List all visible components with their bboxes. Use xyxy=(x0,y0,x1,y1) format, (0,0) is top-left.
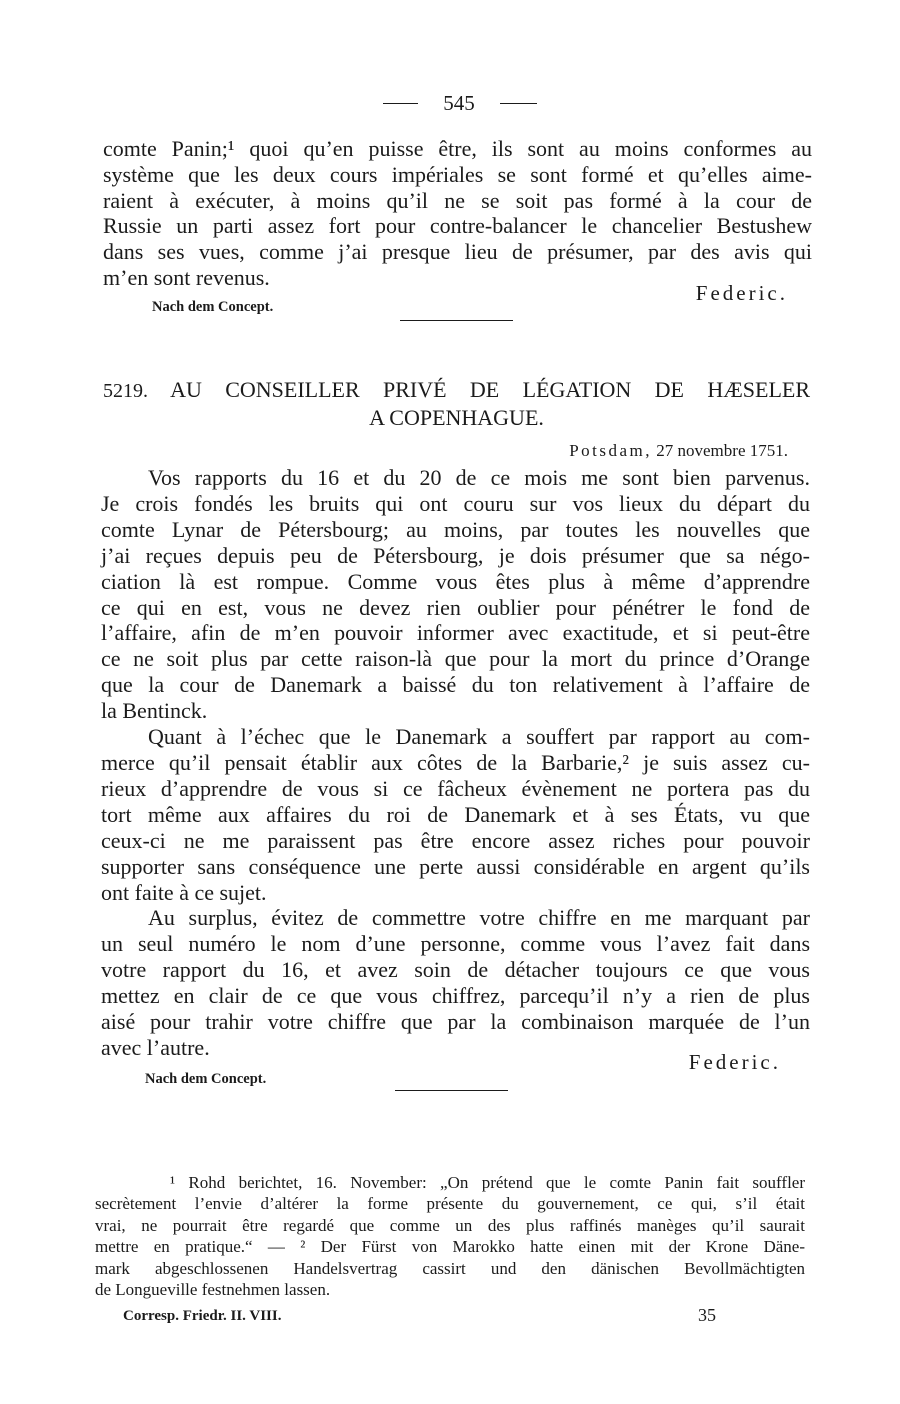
source-note: Nach dem Concept. xyxy=(152,299,274,315)
letter-number: 5219. xyxy=(103,380,148,402)
text-line: raient à exécuter, à moins qu’il ne se soit pas formé à la cour de xyxy=(103,187,812,213)
text-line: système que les deux cours impériales se sont formé et qu’elles aime- xyxy=(103,161,812,187)
text-line: Quant à l’échec que le Danemark a souffert par rapport au com- xyxy=(148,724,810,750)
text-line: Je crois fondés les bruits qui ont couru sur vos lieux du départ du xyxy=(101,490,810,516)
heading-line xyxy=(103,377,810,405)
text-line: un seul numéro le nom d’une personne, comme vous l’avez fait dans xyxy=(101,931,810,957)
letter-heading xyxy=(103,377,810,430)
text-line: merce qu’il pensait établir aux côtes de la Barbarie,² je suis assez cu- xyxy=(101,749,810,775)
text-line: comte Lynar de Pétersbourg; au moins, par toutes les nouvelles que xyxy=(101,516,810,542)
footnote-line: de Longueville festnehmen lassen. xyxy=(95,1280,331,1300)
section-divider xyxy=(395,1090,508,1091)
paragraph xyxy=(101,724,810,905)
text-line: ce ne soit plus par cette raison-là que pour la mort du prince d’Orange xyxy=(101,646,810,672)
text-line: Vos rapports du 16 et du 20 de ce mois me sont bien parvenus. xyxy=(148,465,810,490)
text-line: comte Panin;¹ quoi qu’en puisse être, ils sont au moins conformes au xyxy=(103,136,812,161)
text-line: dans ses vues, comme j’ai presque lieu de présumer, par des avis qui xyxy=(103,239,812,265)
dateline-place: Potsdam, xyxy=(569,441,653,460)
section-divider xyxy=(400,320,513,321)
text-line: ce qui en est, vous ne devez rien oublier pour pénétrer le fond de xyxy=(101,594,810,620)
continued-letter-paragraph xyxy=(103,136,812,291)
text-line: mettez en clair de ce que vous chiffrez, parcequ’il n’y a rien de plus xyxy=(101,983,810,1009)
letter-destination: A COPENHAGUE. xyxy=(369,404,544,430)
dateline xyxy=(569,440,788,462)
text-line: supporter sans conséquence une perte aussi considérable en argent qu’ils xyxy=(101,853,810,879)
dateline-date: 27 novembre 1751. xyxy=(656,441,788,460)
header-rule-right xyxy=(500,103,537,104)
signature: Federic. xyxy=(695,281,788,305)
text-line: Russie un parti assez fort pour contre-balancer le chancelier Bestushew xyxy=(103,213,812,239)
letter-body xyxy=(101,465,810,1061)
paragraph xyxy=(101,905,810,1060)
header-rule-left xyxy=(383,103,418,104)
footnote-line: ¹ Rohd berichtet, 16. November: „On prétend que le comte Panin fait souffler xyxy=(170,1173,805,1192)
footnotes xyxy=(95,1172,805,1300)
text-line: m’en sont revenus. xyxy=(103,264,270,290)
paragraph xyxy=(101,465,810,724)
volume-signature-mark: Corresp. Friedr. II. VIII. xyxy=(123,1308,282,1324)
footnote-line: mark abgeschlossenen Handelsvertrag cassirt und den dänischen Bevollmächtigten xyxy=(95,1258,805,1278)
text-line: l’affaire, afin de m’en pouvoir informer avec exactitude, et si peut-être xyxy=(101,620,810,646)
text-line: Au surplus, évitez de commettre votre chiffre en me marquant par xyxy=(148,905,810,931)
text-line: ont faite à ce sujet. xyxy=(101,879,267,905)
text-line: rieux d’apprendre de vous si ce fâcheux évènement ne portera pas du xyxy=(101,775,810,801)
text-line: aisé pour trahir votre chiffre que par la combinaison marquée de l’un xyxy=(101,1009,810,1035)
text-line: tort même aux affaires du roi de Danemark et à ses États, vu que xyxy=(101,801,810,827)
text-line: votre rapport du 16, et avez soin de détacher toujours ce que vous xyxy=(101,957,810,983)
page-header xyxy=(383,91,537,115)
source-note: Nach dem Concept. xyxy=(145,1071,267,1087)
text-line: que la cour de Danemark a baissé du ton relativement à l’affaire de xyxy=(101,672,810,698)
footnote-line: vrai, ne pourrait être regardé que comme un des plus raffinés manèges qu’il saurait xyxy=(95,1215,805,1235)
text-line: la Bentinck. xyxy=(101,698,208,724)
signature: Federic. xyxy=(688,1050,781,1074)
footnote-line: mettre en pratique.“ — ² Der Fürst von Marokko hatte einen mit der Krone Däne- xyxy=(95,1237,805,1257)
text-line: ceux-ci ne me paraissent pas être encore assez riches pour pouvoir xyxy=(101,827,810,853)
page-number: 545 xyxy=(443,91,475,115)
text-line: ciation là est rompue. Comme vous êtes plus à même d’apprendre xyxy=(101,568,810,594)
text-line: j’ai reçues depuis peu de Pétersbourg, je dois présumer que sa négo- xyxy=(101,542,810,568)
gathering-number: 35 xyxy=(698,1305,716,1325)
text-line: avec l’autre. xyxy=(101,1034,210,1060)
letter-recipient: AU CONSEILLER PRIVÉ DE LÉGATION DE HÆSELER xyxy=(170,377,810,402)
footnote-line: secrètement l’envie d’altérer la forme présente du gouvernement, ce qui, s’il était xyxy=(95,1194,805,1214)
